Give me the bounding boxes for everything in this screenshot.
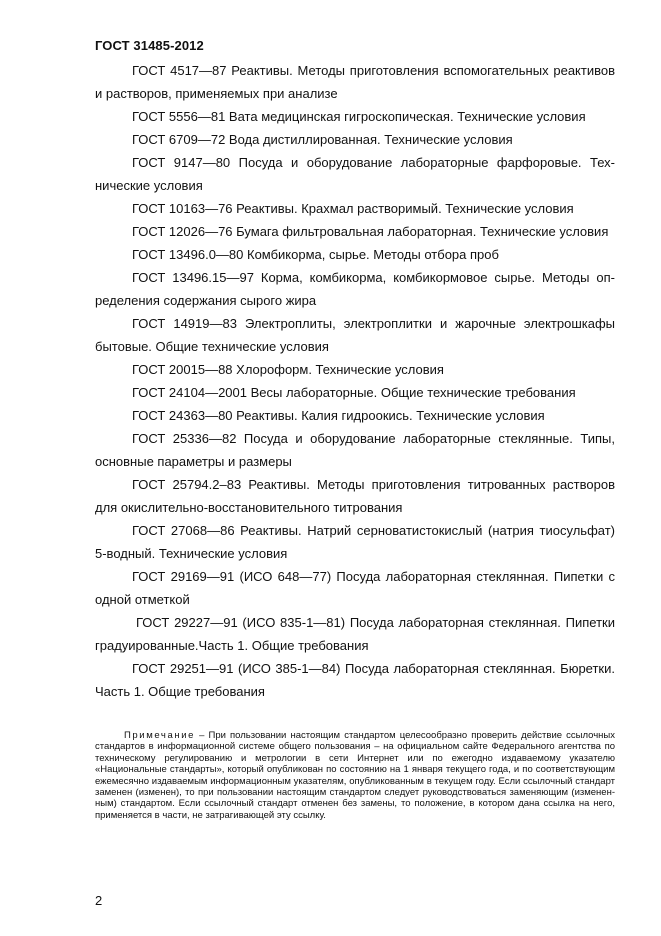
reference-item: ГОСТ 14919—83 Электроплиты, электроплитки и жарочные электрошкафы бытовые. Общие технические условия: [95, 316, 615, 354]
page-number: 2: [95, 893, 103, 908]
note-paragraph: [95, 730, 615, 821]
reference-item: ГОСТ 29169—91 (ИСО 648—77) Посуда лабораторная стеклянная. Пипетки с одной отметкой: [95, 569, 615, 607]
note-block: [95, 730, 615, 821]
reference-item: ГОСТ 25794.2–83 Реактивы. Методы приготовления титрованных растворов для окислительно-восстановительного титрования: [95, 477, 615, 515]
document-header-id: ГОСТ 31485-2012: [95, 38, 204, 53]
note-label: Примечание: [124, 730, 195, 741]
reference-item: ГОСТ 27068—86 Реактивы. Натрий серноватистокислый (натрия тиосульфат) 5-водный. Технические условия: [95, 523, 615, 561]
reference-item: ГОСТ 20015—88 Хлороформ. Технические условия: [132, 362, 444, 377]
reference-item: ГОСТ 12026—76 Бумага фильтровальная лабораторная. Технические условия: [132, 224, 609, 239]
note-text: – При пользовании настоящим стандартом целесообразно проверить действие ссылочных стандартов в информационной системе общего пользования – на официальном сайте Федерального агентства по техническому регулированию и метрологии в сети Интернет или по ежегодно издаваемому указателю «Национальные стандарты», который опубликован по состоянию на 1 января текущего года, и по соответствующим ежемесячно издаваемым информационным указателям, опубликованным в текущем году. Если ссылочный стандарт заменен (изменен), то при пользовании настоящим стандартом следует руководствоваться заменяющим (измененным) стандартом. Если ссылочный стандарт отменен без замены, то положение, в котором дана ссылка на него, применяется в части, не затрагивающей эту ссылку.: [95, 730, 615, 821]
reference-item: ГОСТ 24104—2001 Весы лабораторные. Общие технические требования: [132, 385, 576, 400]
reference-item: ГОСТ 25336—82 Посуда и оборудование лабораторные стеклянные. Типы, основные параметры и размеры: [95, 431, 615, 469]
normative-references-list: [95, 59, 615, 703]
reference-item: ГОСТ 13496.15—97 Корма, комбикорма, комбикормовое сырье. Методы определения содержания сырого жира: [95, 270, 615, 308]
reference-item: ГОСТ 29251—91 (ИСО 385-1—84) Посуда лабораторная стеклянная. Бюретки. Часть 1. Общие требования: [95, 661, 615, 699]
reference-item: ГОСТ 9147—80 Посуда и оборудование лабораторные фарфоровые. Технические условия: [95, 155, 615, 193]
reference-item: ГОСТ 24363—80 Реактивы. Калия гидроокись. Технические условия: [132, 408, 545, 423]
reference-item: ГОСТ 6709—72 Вода дистиллированная. Технические условия: [132, 132, 513, 147]
reference-item: ГОСТ 13496.0—80 Комбикорма, сырье. Методы отбора проб: [132, 247, 499, 262]
reference-item: ГОСТ 10163—76 Реактивы. Крахмал растворимый. Технические условия: [132, 201, 574, 216]
reference-item: ГОСТ 5556—81 Вата медицинская гигроскопическая. Технические условия: [132, 109, 586, 124]
reference-item: ГОСТ 4517—87 Реактивы. Методы приготовления вспомогательных реактивов и растворов, применяемых при анализе: [95, 63, 615, 101]
reference-item: ГОСТ 29227—91 (ИСО 835-1—81) Посуда лабораторная стеклянная. Пипетки градуированные.Часть 1. Общие требования: [95, 615, 615, 653]
